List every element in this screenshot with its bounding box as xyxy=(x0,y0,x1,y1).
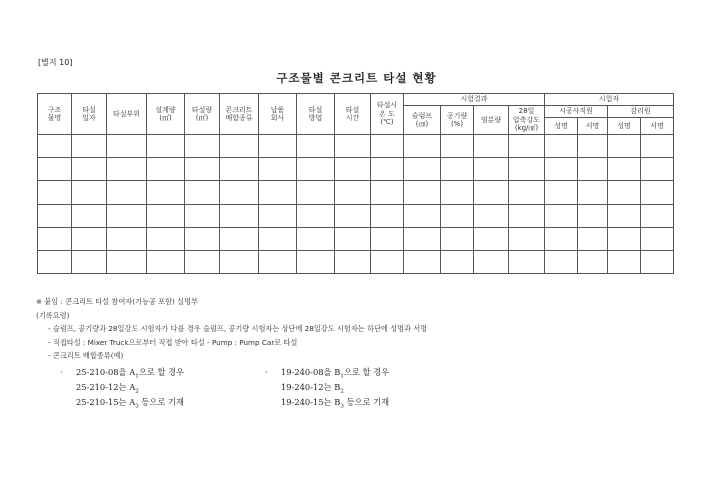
table-cell[interactable] xyxy=(297,181,335,204)
table-cell[interactable] xyxy=(441,227,474,250)
table-cell[interactable] xyxy=(107,158,147,181)
table-cell[interactable] xyxy=(441,158,474,181)
recording-guide-heading: (기록요령) xyxy=(36,310,70,320)
table-cell[interactable] xyxy=(335,204,371,227)
table-cell[interactable] xyxy=(72,204,107,227)
table-cell[interactable] xyxy=(474,181,509,204)
table-cell[interactable] xyxy=(147,250,185,273)
header-pour-date: 타설 일자 xyxy=(72,94,107,135)
table-cell[interactable] xyxy=(608,204,641,227)
table-cell[interactable] xyxy=(474,158,509,181)
table-cell[interactable] xyxy=(147,158,185,181)
guide-item: - 콘크리트 배합종류(예) xyxy=(48,351,124,360)
table-cell[interactable] xyxy=(259,181,297,204)
table-cell[interactable] xyxy=(297,135,335,158)
table-cell[interactable] xyxy=(578,250,608,273)
table-cell[interactable] xyxy=(335,227,371,250)
table-cell[interactable] xyxy=(185,135,220,158)
table-row xyxy=(38,181,674,204)
document-title: 구조물별 콘크리트 타설 현황 xyxy=(276,71,437,85)
example-right-3: 19-240-15는 $B_3$ 등으로 기재 xyxy=(281,397,390,410)
table-cell[interactable] xyxy=(441,135,474,158)
header-pour-temp: 타설시 온 도 (℃) xyxy=(371,94,404,135)
table-cell[interactable] xyxy=(441,181,474,204)
header-supplier: 납품 회사 xyxy=(259,94,297,135)
example-right-2: 19-240-12는 $B_2$ xyxy=(281,382,344,395)
table-cell[interactable] xyxy=(371,181,404,204)
table-cell[interactable] xyxy=(147,204,185,227)
table-cell[interactable] xyxy=(404,250,441,273)
table-cell[interactable] xyxy=(474,204,509,227)
header-supervisor-name: 성명 xyxy=(608,118,641,135)
table-cell[interactable] xyxy=(72,227,107,250)
table-cell[interactable] xyxy=(220,181,259,204)
table-cell[interactable] xyxy=(608,135,641,158)
table-cell[interactable] xyxy=(72,158,107,181)
guide-item: - 직접타설 : Mixer Truck으로부터 직접 받아 타설 - Pump : Pump Car로 타설 xyxy=(48,337,298,347)
header-test-results: 시험결과 xyxy=(404,94,545,106)
table-cell[interactable] xyxy=(545,227,578,250)
table-cell[interactable] xyxy=(185,250,220,273)
table-cell[interactable] xyxy=(220,227,259,250)
table-cell[interactable] xyxy=(147,227,185,250)
table-cell[interactable] xyxy=(72,181,107,204)
table-row xyxy=(38,204,674,227)
header-mix-type: 콘크리트 배합종류 xyxy=(220,94,259,135)
table-row xyxy=(38,135,674,158)
table-cell[interactable] xyxy=(641,227,674,250)
table-cell[interactable] xyxy=(335,181,371,204)
table-cell[interactable] xyxy=(608,158,641,181)
table-cell[interactable] xyxy=(578,227,608,250)
header-design-qty: 설계량 (㎥) xyxy=(147,94,185,135)
table-cell[interactable] xyxy=(545,158,578,181)
table-cell[interactable] xyxy=(474,250,509,273)
concrete-pour-table xyxy=(37,93,674,274)
table-row xyxy=(38,250,674,273)
header-pour-qty: 타설량 (㎥) xyxy=(185,94,220,135)
table-cell[interactable] xyxy=(509,181,545,204)
table-cell[interactable] xyxy=(641,181,674,204)
table-cell[interactable] xyxy=(371,135,404,158)
table-row xyxy=(38,227,674,250)
table-cell[interactable] xyxy=(371,204,404,227)
table-cell[interactable] xyxy=(220,158,259,181)
header-staff-name: 성명 xyxy=(545,118,578,135)
table-cell[interactable] xyxy=(38,158,72,181)
header-supervisor: 감리원 xyxy=(608,106,674,118)
table-cell[interactable] xyxy=(608,227,641,250)
header-supervisor-signature: 서명 xyxy=(641,118,674,135)
table-cell[interactable] xyxy=(641,135,674,158)
table-cell[interactable] xyxy=(545,181,578,204)
header-construction-staff: 시공사직원 xyxy=(545,106,608,118)
table-cell[interactable] xyxy=(185,181,220,204)
header-pour-method: 타설 방법 xyxy=(297,94,335,135)
table-cell[interactable] xyxy=(608,250,641,273)
example-right-1: · 19-240-08을 $B_1$으로 할 경우 xyxy=(265,367,390,380)
example-left-2: 25-210-12는 $A_2$ xyxy=(76,382,139,395)
table-cell[interactable] xyxy=(259,204,297,227)
table-cell[interactable] xyxy=(297,204,335,227)
table-cell[interactable] xyxy=(259,135,297,158)
table-cell[interactable] xyxy=(545,204,578,227)
table-cell[interactable] xyxy=(259,158,297,181)
table-cell[interactable] xyxy=(474,227,509,250)
table-cell[interactable] xyxy=(441,250,474,273)
table-cell[interactable] xyxy=(608,181,641,204)
table-cell[interactable] xyxy=(147,135,185,158)
table-cell[interactable] xyxy=(404,181,441,204)
table-cell[interactable] xyxy=(259,250,297,273)
table-cell[interactable] xyxy=(578,135,608,158)
table-cell[interactable] xyxy=(474,135,509,158)
table-cell[interactable] xyxy=(72,135,107,158)
table-cell[interactable] xyxy=(641,250,674,273)
table-cell[interactable] xyxy=(220,204,259,227)
table-cell[interactable] xyxy=(509,250,545,273)
table-cell[interactable] xyxy=(371,227,404,250)
table-cell[interactable] xyxy=(441,204,474,227)
table-cell[interactable] xyxy=(297,227,335,250)
header-tester: 시험자 xyxy=(545,94,674,106)
header-pour-location: 타설부위 xyxy=(107,94,147,135)
table-cell[interactable] xyxy=(404,227,441,250)
table-cell[interactable] xyxy=(185,158,220,181)
table-cell[interactable] xyxy=(335,250,371,273)
header-air-content: 공기량 (%) xyxy=(441,106,474,135)
table-cell[interactable] xyxy=(371,158,404,181)
table-cell[interactable] xyxy=(72,250,107,273)
table-cell[interactable] xyxy=(38,181,72,204)
table-cell[interactable] xyxy=(185,227,220,250)
header-staff-signature: 서명 xyxy=(578,118,608,135)
table-cell[interactable] xyxy=(578,204,608,227)
table-cell[interactable] xyxy=(38,135,72,158)
header-slump: 슬럼프 (㎝) xyxy=(404,106,441,135)
header-structure-name: 구조 물명 xyxy=(38,94,72,135)
header-28day-strength: 28일 압축강도 (kg/㎠) xyxy=(509,106,545,135)
table-row xyxy=(38,158,674,181)
form-number: [별지 10] xyxy=(38,58,73,67)
table-cell[interactable] xyxy=(38,250,72,273)
header-chloride: 염분량 xyxy=(474,106,509,135)
table-cell[interactable] xyxy=(107,204,147,227)
table-cell[interactable] xyxy=(509,204,545,227)
table-cell[interactable] xyxy=(509,227,545,250)
table-cell[interactable] xyxy=(38,227,72,250)
table-cell[interactable] xyxy=(107,250,147,273)
notes-section xyxy=(36,297,427,365)
table-cell[interactable] xyxy=(107,135,147,158)
table-cell[interactable] xyxy=(297,250,335,273)
table-cell[interactable] xyxy=(641,204,674,227)
table-cell[interactable] xyxy=(545,135,578,158)
table-cell[interactable] xyxy=(38,204,72,227)
table-cell[interactable] xyxy=(578,181,608,204)
table-cell[interactable] xyxy=(147,181,185,204)
table-cell[interactable] xyxy=(335,158,371,181)
table-cell[interactable] xyxy=(185,204,220,227)
attachment-note: ※ 붙임 : 콘크리트 타설 참여자(기능공 포함) 실명부 xyxy=(36,297,198,306)
table-cell[interactable] xyxy=(107,227,147,250)
table-cell[interactable] xyxy=(509,158,545,181)
table-cell[interactable] xyxy=(404,204,441,227)
table-cell[interactable] xyxy=(259,227,297,250)
table-cell[interactable] xyxy=(509,135,545,158)
table-cell[interactable] xyxy=(545,250,578,273)
table-cell[interactable] xyxy=(107,181,147,204)
table-cell[interactable] xyxy=(371,250,404,273)
table-cell[interactable] xyxy=(297,158,335,181)
table-cell[interactable] xyxy=(335,135,371,158)
table-cell[interactable] xyxy=(220,135,259,158)
table-cell[interactable] xyxy=(404,158,441,181)
table-cell[interactable] xyxy=(578,158,608,181)
table-cell[interactable] xyxy=(641,158,674,181)
header-pour-time: 타설 시간 xyxy=(335,94,371,135)
example-left-1: · 25-210-08을 $A_1$으로 할 경우 xyxy=(60,367,185,380)
guide-item: - 슬럼프, 공기량과 28일강도 시험자가 다를 경우 슬럼프, 공기량 시험자는 상단에 28일강도 시험자는 하단에 성명과 서명 xyxy=(48,324,428,333)
table-cell[interactable] xyxy=(404,135,441,158)
example-left-3: 25-210-15는 $A_3$ 등으로 기재 xyxy=(76,397,185,410)
table-cell[interactable] xyxy=(220,250,259,273)
